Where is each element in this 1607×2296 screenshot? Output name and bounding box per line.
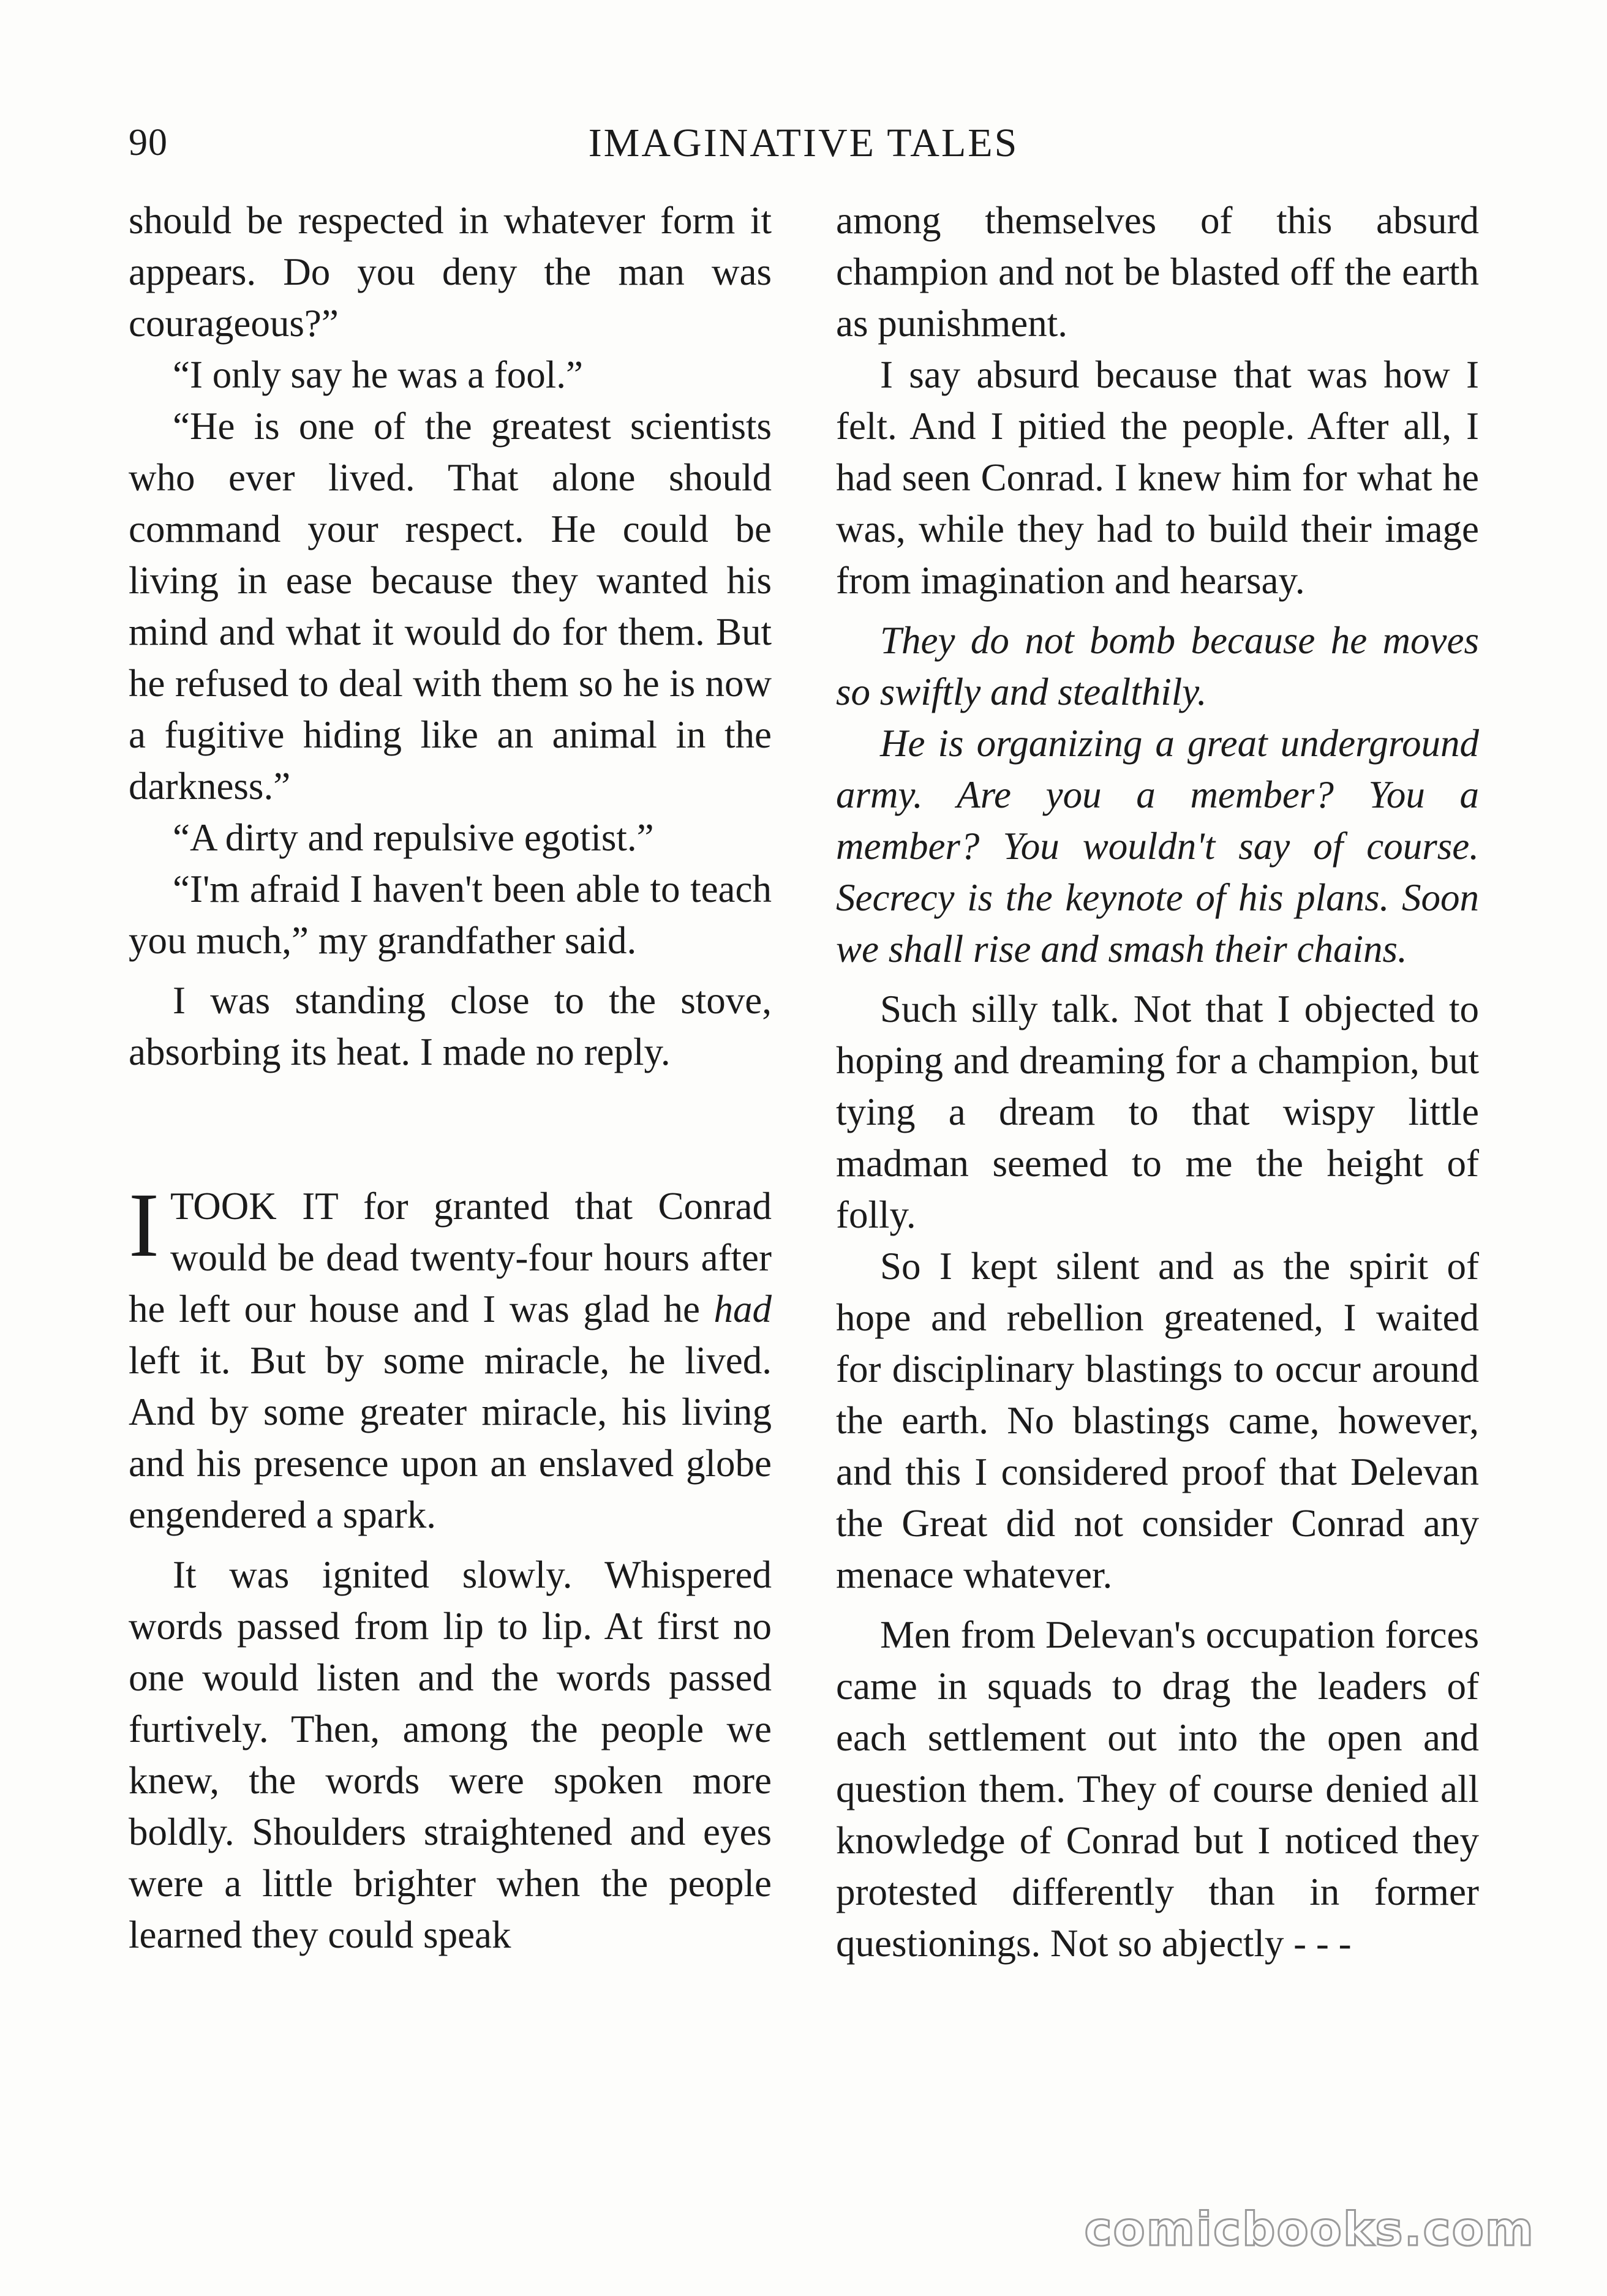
emphasized-word: had — [713, 1288, 772, 1330]
paragraph: Men from Delevan's occupation forces came in squads to drag the leaders of each settlement out into the open and question them. They of course denied all knowledge of Conrad but I noticed they protested differently than in former questionings. Not so abjectly - - - — [836, 1613, 1479, 1965]
drop-cap: I — [129, 1174, 159, 1276]
paragraph: should be respected in whatever form it appears. Do you deny the man was courageous?” — [129, 199, 772, 345]
paragraph-text: for granted that Conrad would be dead twenty-four hours after he left our house and I was glad he — [129, 1185, 772, 1330]
paragraph: “He is one of the greatest scientists who ever lived. That alone should command your respect. He could be living in ease because they wanted his mind and what it would do for them. But he refused to deal with them so he is now a fugitive hiding like an animal in the darkness.” — [129, 405, 772, 808]
paragraph: “I'm afraid I haven't been able to teach you much,” my grandfather said. — [129, 868, 772, 962]
right-column — [836, 195, 1479, 1969]
paragraph: “I only say he was a fool.” — [173, 353, 584, 396]
paragraph: I was standing close to the stove, absorbing its heat. I made no reply. — [129, 979, 772, 1073]
running-head-title: IMAGINATIVE TALES — [588, 121, 1019, 165]
italic-paragraph: They do not bomb because he moves so swiftly and stealthily. — [836, 619, 1479, 713]
italic-paragraph: He is organizing a great underground army. Are you a member? You a member? You wouldn't say of course. Secrecy is the keynote of his plans. Soon we shall rise and smash their chains. — [836, 722, 1479, 970]
paragraph-text: left it. But by some miracle, he lived. And by some greater miracle, his living and his presence upon an enslaved globe engendered a spark. — [129, 1339, 772, 1536]
small-caps-lead: TOOK IT — [170, 1185, 338, 1228]
left-column — [129, 195, 772, 1960]
section-opening-paragraph — [129, 1174, 772, 1540]
paragraph: So I kept silent and as the spirit of hope and rebellion greatened, I waited for disciplinary blastings to occur around the earth. No blastings came, however, and this I considered proof that Delevan the Great did not consider Conrad any menace whatever. — [836, 1245, 1479, 1596]
paragraph: “A dirty and repulsive egotist.” — [173, 816, 654, 859]
paragraph: I say absurd because that was how I felt. And I pitied the people. After all, I had seen Conrad. I knew him for what he was, while they had to build their image from imagination and hearsay. — [836, 353, 1479, 602]
paragraph: among themselves of this absurd champion and not be blasted off the earth as punishment. — [836, 199, 1479, 345]
paragraph: It was ignited slowly. Whispered words passed from lip to lip. At first no one would listen and the words passed furtively. Then, among the people we knew, the words were spoken more boldly. Shoulders straightened and eyes were a little brighter when the people learned they could speak — [129, 1553, 772, 1956]
paragraph: Such silly talk. Not that I objected to hoping and dreaming for a champion, but tying a dream to that wispy little madman seemed to me the height of folly. — [836, 988, 1479, 1236]
site-watermark: comicbooks.com — [1084, 2202, 1535, 2256]
page-number: 90 — [129, 122, 168, 163]
